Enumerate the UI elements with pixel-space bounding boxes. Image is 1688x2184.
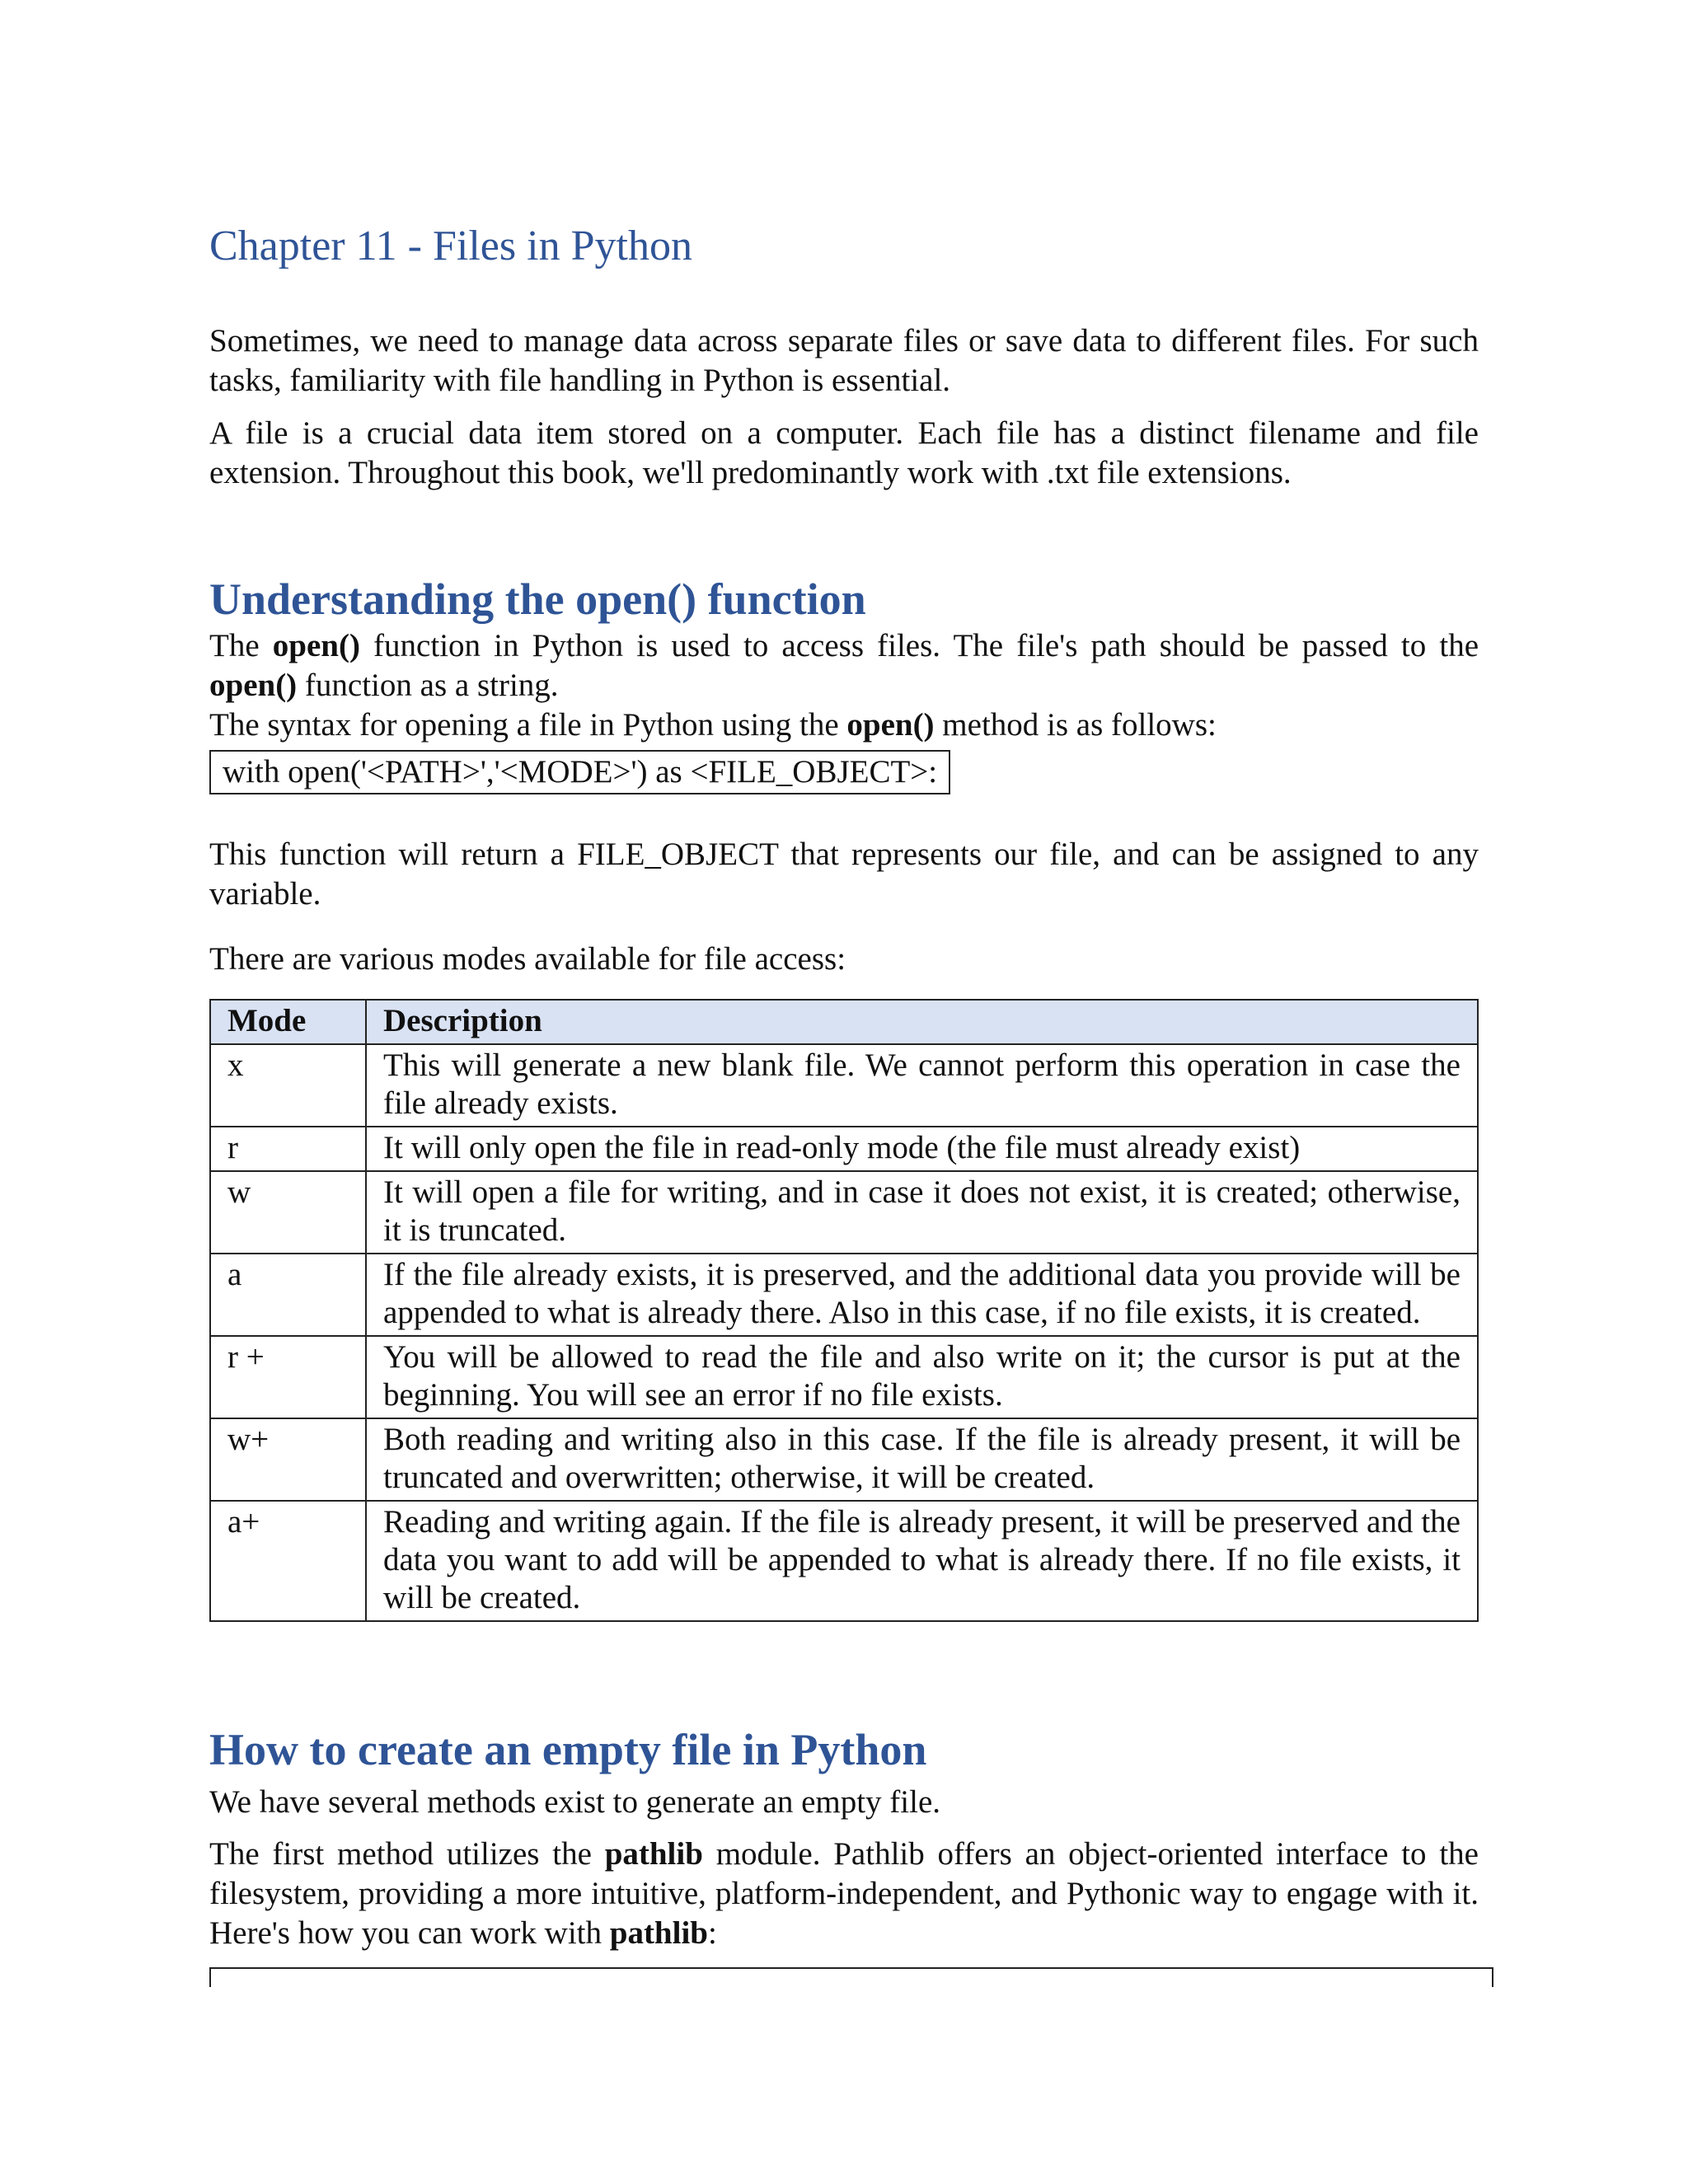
mode-cell: x (210, 1044, 366, 1127)
mode-cell: r (210, 1127, 366, 1171)
chapter-title: Chapter 11 - Files in Python (209, 223, 692, 269)
code-box-top-edge (209, 1967, 1493, 1987)
open-function-paragraph-2 (209, 705, 1479, 745)
open-function-paragraph-3: This function will return a FILE_OBJECT that represents our file, and can be assigned to any variable. (209, 837, 1479, 912)
text-run: method is as follows: (934, 707, 1217, 743)
text-run: function as a string. (297, 668, 559, 703)
text-run: The syntax for opening a file in Python using the (209, 707, 847, 743)
syntax-code-box: with open('<PATH>','<MODE>') as <FILE_OBJECT>: (209, 750, 950, 794)
empty-file-paragraph-2 (209, 1835, 1479, 1953)
text-run: The (209, 628, 273, 663)
empty-file-paragraph-1: We have several methods exist to generate an empty file. (209, 1784, 941, 1820)
text-run: The first method utilizes the (209, 1836, 605, 1872)
table-row (210, 1127, 1478, 1171)
intro-paragraph-2: A file is a crucial data item stored on a computer. Each file has a distinct filename and file extension. Throughout this book, we'll predominantly work with .txt file extensions. (209, 415, 1479, 490)
table-header-row (210, 1000, 1478, 1044)
table-row (210, 1501, 1478, 1621)
bold-text-run: pathlib (604, 1836, 703, 1872)
table-row (210, 1254, 1478, 1336)
table-row (210, 1336, 1478, 1418)
description-cell: You will be allowed to read the file and also write on it; the cursor is put at the beginning. You will see an error if no file exists. (366, 1336, 1478, 1418)
text-run: module. Pathlib offers an object-oriented interface to the filesystem, providing a more intuitive, platform-independent, and Pythonic way to engage with it. Here's how you can work with (209, 1836, 1479, 1951)
open-function-paragraph-1 (209, 626, 1479, 705)
section-heading-empty-file: How to create an empty file in Python (209, 1725, 927, 1774)
table-row (210, 1044, 1478, 1127)
table-row (210, 1418, 1478, 1501)
table-header-description: Description (366, 1000, 1478, 1044)
table-row (210, 1171, 1478, 1254)
bold-text-run: open() (272, 628, 360, 663)
bold-text-run: open() (209, 668, 298, 703)
description-cell: It will only open the file in read-only mode (the file must already exist) (366, 1127, 1478, 1171)
file-modes-table (209, 999, 1479, 1622)
bold-text-run: pathlib (609, 1915, 708, 1951)
intro-paragraph-1: Sometimes, we need to manage data across separate files or save data to different files. For such tasks, familiarity with file handling in Python is essential. (209, 323, 1479, 398)
mode-cell: a+ (210, 1501, 366, 1621)
section-heading-open-function: Understanding the open() function (209, 574, 866, 624)
mode-cell: r + (210, 1336, 366, 1418)
description-cell: Reading and writing again. If the file is already present, it will be preserved and the data you want to add will be appended to what is already there. If no file exists, it will be created. (366, 1501, 1478, 1621)
description-cell: This will generate a new blank file. We cannot perform this operation in case the file already exists. (366, 1044, 1478, 1127)
text-run: : (707, 1915, 717, 1951)
description-cell: If the file already exists, it is preserved, and the additional data you provide will be appended to what is already there. Also in this case, if no file exists, it is created. (366, 1254, 1478, 1336)
description-cell: Both reading and writing also in this case. If the file is already present, it will be truncated and overwritten; otherwise, it will be created. (366, 1418, 1478, 1501)
table-header-mode: Mode (210, 1000, 366, 1044)
mode-cell: a (210, 1254, 366, 1336)
open-function-paragraph-4: There are various modes available for file access: (209, 941, 846, 977)
mode-cell: w+ (210, 1418, 366, 1501)
text-run: function in Python is used to access files. The file's path should be passed to the (359, 628, 1479, 663)
mode-cell: w (210, 1171, 366, 1254)
description-cell: It will open a file for writing, and in case it does not exist, it is created; otherwise, it is truncated. (366, 1171, 1478, 1254)
bold-text-run: open() (846, 707, 935, 743)
